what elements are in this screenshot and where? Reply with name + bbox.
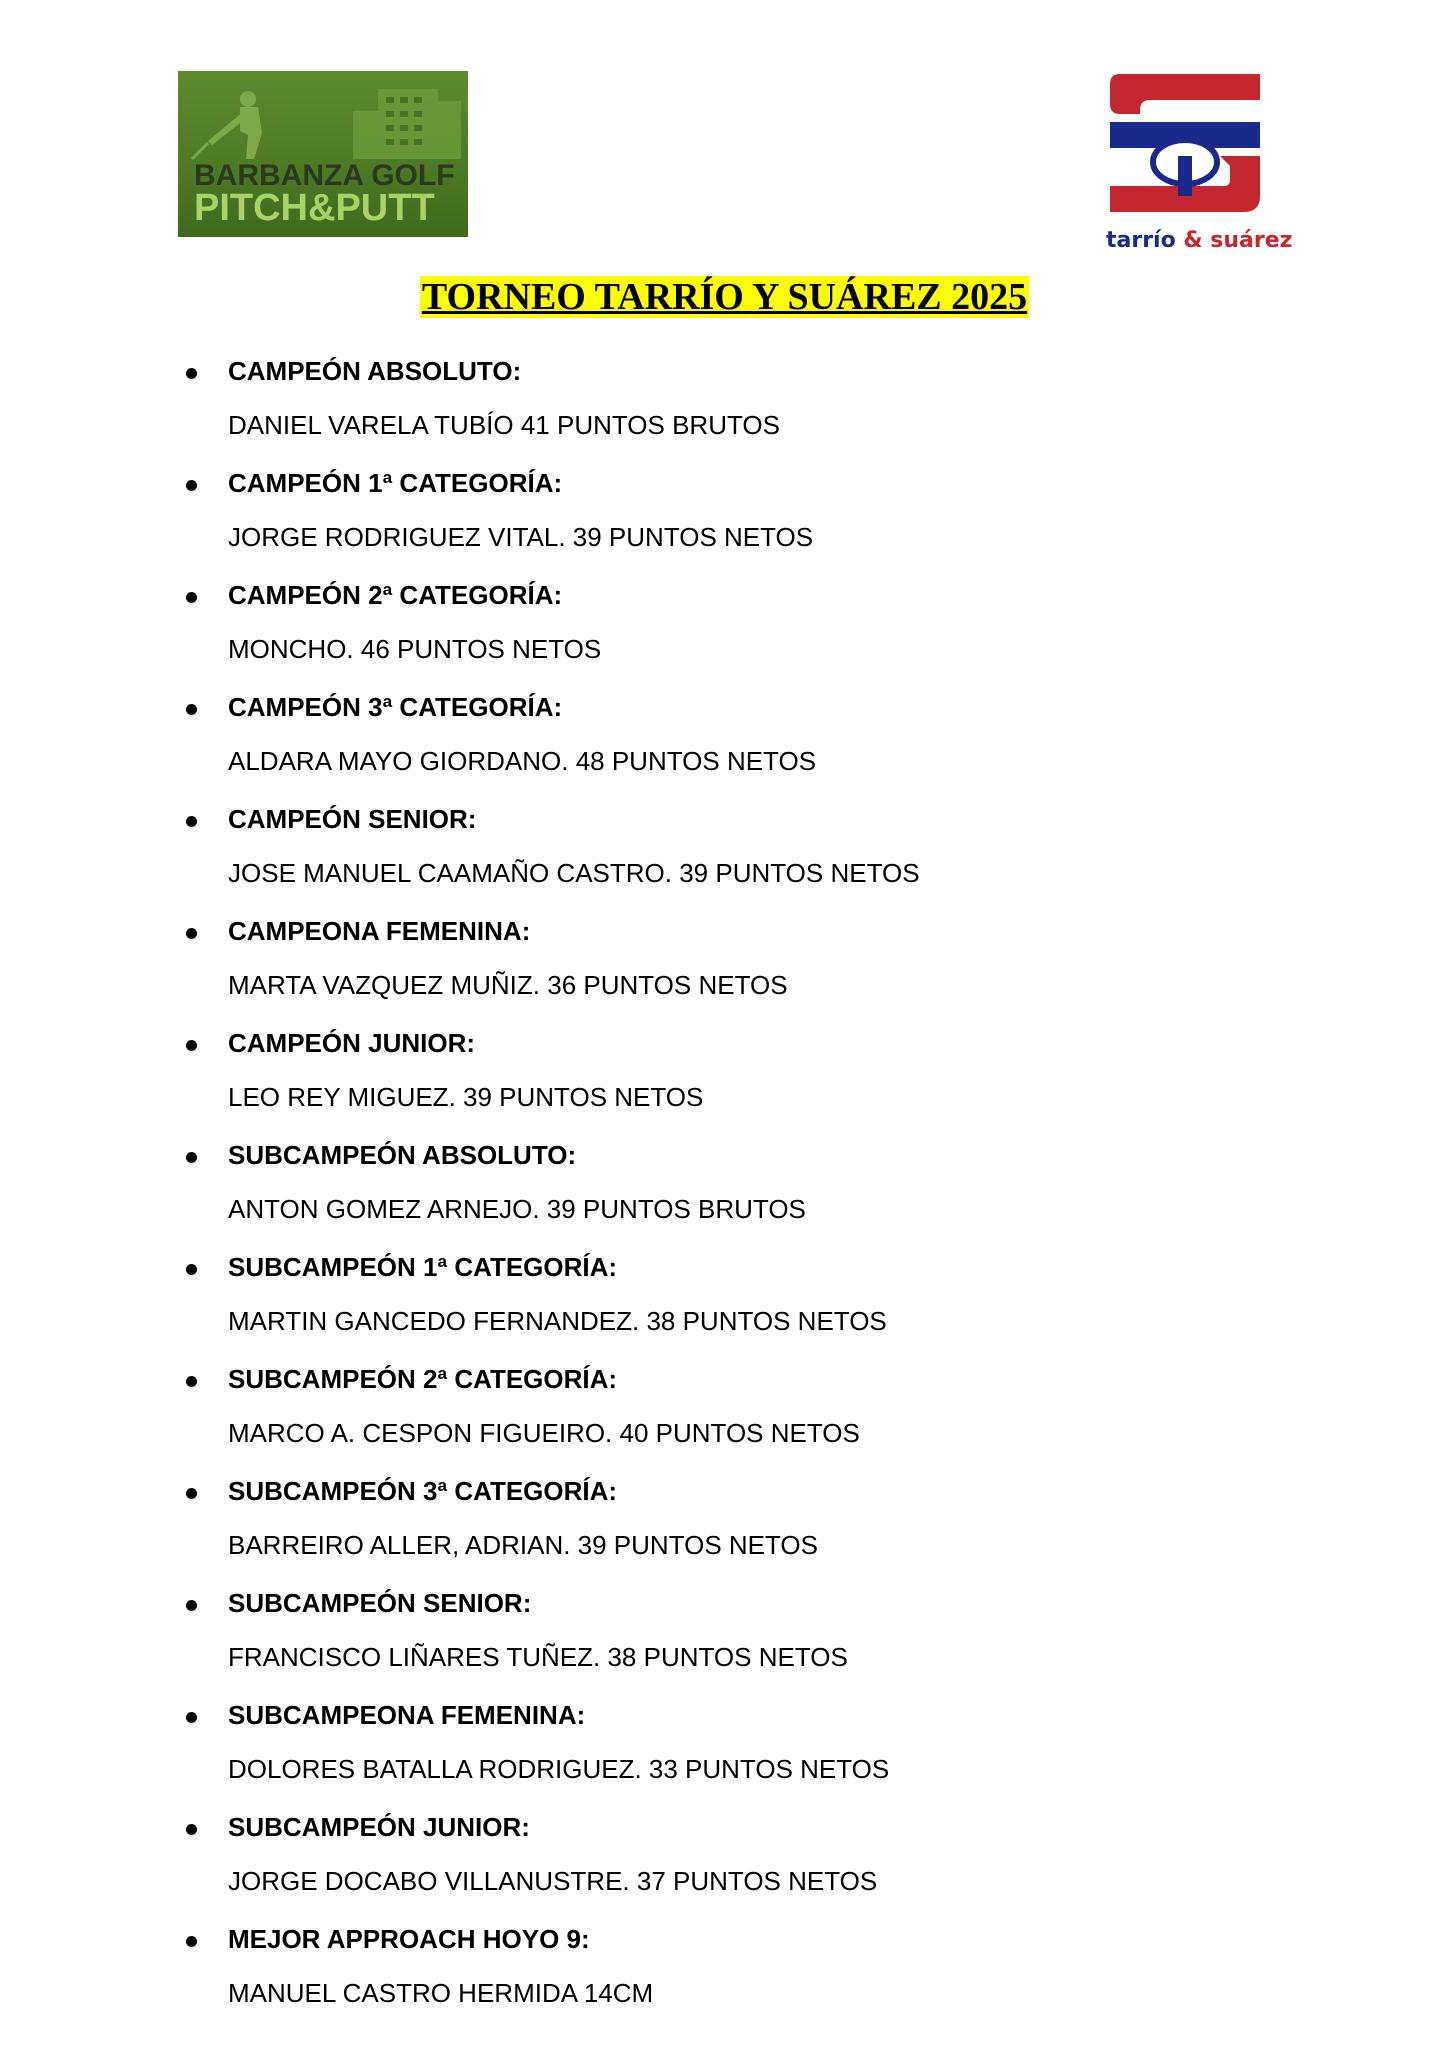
- list-item: [0, 1806, 1449, 1918]
- winner-text: JOSE MANUEL CAAMAÑO CASTRO. 39 PUNTOS NETOS: [228, 858, 920, 888]
- list-item: [0, 462, 1449, 574]
- winner-text: MONCHO. 46 PUNTOS NETOS: [228, 634, 602, 664]
- list-item: [0, 1022, 1449, 1134]
- list-item: [0, 910, 1449, 1022]
- barbanza-golf-logo: [178, 71, 468, 237]
- list-item: [0, 574, 1449, 686]
- winner-text: MARTIN GANCEDO FERNANDEZ. 38 PUNTOS NETOS: [228, 1306, 887, 1336]
- winner-text: FRANCISCO LIÑARES TUÑEZ. 38 PUNTOS NETOS: [228, 1642, 848, 1672]
- bullet-icon: [186, 704, 197, 715]
- category-label: SUBCAMPEÓN 1ª CATEGORÍA:: [228, 1252, 618, 1282]
- winner-text: JORGE RODRIGUEZ VITAL. 39 PUNTOS NETOS: [228, 522, 814, 552]
- list-item: [0, 1134, 1449, 1246]
- list-item: [0, 1582, 1449, 1694]
- page-title: TORNEO TARRÍO Y SUÁREZ 2025: [421, 276, 1028, 318]
- category-label: CAMPEÓN 1ª CATEGORÍA:: [228, 468, 563, 498]
- winner-text: ALDARA MAYO GIORDANO. 48 PUNTOS NETOS: [228, 746, 817, 776]
- category-label: SUBCAMPEÓN SENIOR:: [228, 1588, 532, 1618]
- bullet-icon: [186, 1936, 197, 1947]
- ts-emblem-icon: [1100, 66, 1270, 226]
- list-item: [0, 686, 1449, 798]
- page-title-wrapper: [0, 275, 1449, 319]
- bullet-icon: [186, 1040, 197, 1051]
- winner-text: DANIEL VARELA TUBÍO 41 PUNTOS BRUTOS: [228, 410, 780, 440]
- category-label: SUBCAMPEONA FEMENINA:: [228, 1700, 586, 1730]
- list-item: [0, 1358, 1449, 1470]
- logo-line-pitch-putt: PITCH&PUTT: [194, 187, 435, 229]
- brand-suarez: suárez: [1210, 228, 1293, 253]
- bullet-icon: [186, 1488, 197, 1499]
- list-item: [0, 1694, 1449, 1806]
- bullet-icon: [186, 1712, 197, 1723]
- category-label: SUBCAMPEÓN 3ª CATEGORÍA:: [228, 1476, 618, 1506]
- category-label: CAMPEÓN JUNIOR:: [228, 1028, 476, 1058]
- bullet-icon: [186, 480, 197, 491]
- winner-text: MARCO A. CESPON FIGUEIRO. 40 PUNTOS NETOS: [228, 1418, 860, 1448]
- bullet-icon: [186, 1824, 197, 1835]
- bullet-icon: [186, 1600, 197, 1611]
- category-label: CAMPEÓN 3ª CATEGORÍA:: [228, 692, 563, 722]
- bullet-icon: [186, 816, 197, 827]
- category-label: CAMPEÓN ABSOLUTO:: [228, 356, 522, 386]
- brand-amp: &: [1183, 228, 1203, 253]
- winner-text: LEO REY MIGUEZ. 39 PUNTOS NETOS: [228, 1082, 704, 1112]
- category-label: CAMPEÓN SENIOR:: [228, 804, 477, 834]
- bullet-icon: [186, 1264, 197, 1275]
- logo-line-barbanza-golf: BARBANZA GOLF: [194, 159, 455, 192]
- list-item: [0, 1246, 1449, 1358]
- winner-text: MANUEL CASTRO HERMIDA 14CM: [228, 1978, 654, 2008]
- category-label: SUBCAMPEÓN ABSOLUTO:: [228, 1140, 577, 1170]
- tarrio-suarez-logo: [1100, 66, 1300, 256]
- bullet-icon: [186, 1376, 197, 1387]
- bullet-icon: [186, 368, 197, 379]
- list-item: [0, 798, 1449, 910]
- bullet-icon: [186, 928, 197, 939]
- category-label: SUBCAMPEÓN JUNIOR:: [228, 1812, 530, 1842]
- tarrio-suarez-wordmark: [1106, 228, 1292, 253]
- winner-text: JORGE DOCABO VILLANUSTRE. 37 PUNTOS NETOS: [228, 1866, 878, 1896]
- winner-text: BARREIRO ALLER, ADRIAN. 39 PUNTOS NETOS: [228, 1530, 819, 1560]
- winner-text: MARTA VAZQUEZ MUÑIZ. 36 PUNTOS NETOS: [228, 970, 788, 1000]
- bullet-icon: [186, 592, 197, 603]
- list-item: [0, 1918, 1449, 2030]
- results-list: [0, 350, 1449, 2030]
- category-label: CAMPEÓN 2ª CATEGORÍA:: [228, 580, 563, 610]
- brand-tarrio: tarrío: [1106, 228, 1176, 253]
- category-label: CAMPEONA FEMENINA:: [228, 916, 531, 946]
- category-label: SUBCAMPEÓN 2ª CATEGORÍA:: [228, 1364, 618, 1394]
- list-item: [0, 1470, 1449, 1582]
- category-label: MEJOR APPROACH HOYO 9:: [228, 1924, 590, 1954]
- bullet-icon: [186, 1152, 197, 1163]
- list-item: [0, 350, 1449, 462]
- winner-text: DOLORES BATALLA RODRIGUEZ. 33 PUNTOS NETOS: [228, 1754, 890, 1784]
- winner-text: ANTON GOMEZ ARNEJO. 39 PUNTOS BRUTOS: [228, 1194, 806, 1224]
